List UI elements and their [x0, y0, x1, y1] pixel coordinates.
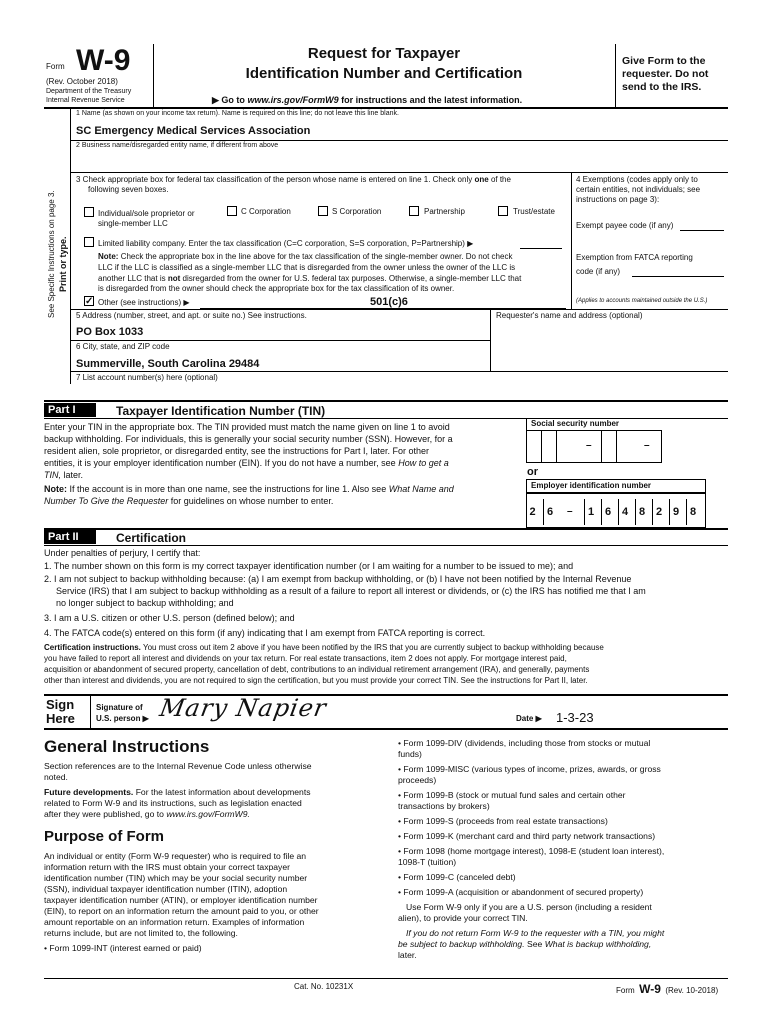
use-w9-text: Use Form W-9 only if you are a U.S. person (including a resident: [406, 902, 652, 912]
c-corp-label: C Corporation: [241, 207, 291, 216]
note-text3a: another LLC that is: [98, 274, 166, 283]
purpose-line: (EIN), to report on an information return the amount paid to you, or other: [44, 906, 319, 916]
exempt-payee-label: Exempt payee code (if any): [576, 221, 674, 230]
purpose-line: amount reportable on an information return. Examples of information: [44, 917, 305, 927]
part1-p4b: How to get a: [398, 458, 449, 468]
part1-p4a: entities, it is your employer identification number (EIN). If you do not have a number, see: [44, 458, 396, 468]
fatca-field[interactable]: [632, 276, 724, 277]
cert-instr-text1: You must cross out item 2 above if you have been notified by the IRS that you are currently subject to backup withholding because: [142, 643, 604, 652]
future-dev-3a: after they were published, go to: [44, 809, 164, 819]
line3-label: [76, 175, 511, 184]
forms-list: [398, 738, 728, 961]
ein-digit: 6: [543, 499, 556, 525]
cert-instr1: [44, 643, 604, 652]
give-form-note: Give Form to the requester. Do not send to the IRS.: [622, 55, 709, 93]
ein-digit: 8: [686, 499, 699, 525]
backup-link: What is backup withholding,: [544, 939, 652, 949]
ssn-dash2: –: [644, 440, 650, 451]
footer-form-number: W-9: [639, 982, 661, 996]
ein-dash: –: [567, 506, 573, 517]
forms-list-item: proceeds): [398, 775, 437, 785]
part1-p5a: TIN,: [44, 470, 61, 480]
note-text3c: disregarded from the owner for U.S. federal tax purposes. Otherwise, a single-member LLC that: [182, 274, 522, 283]
line3-label-text: 3 Check appropriate box for federal tax classification of the person whose name is entered on line 1. Check only: [76, 175, 473, 184]
other-label: Other (see instructions) ▶: [98, 298, 190, 307]
ein-digit: 2: [529, 506, 536, 518]
ein-digit: 9: [669, 499, 682, 525]
requester-label: Requester's name and address (optional): [496, 311, 643, 320]
forms-list-item: • Form 1099-MISC (various types of income, prizes, awards, or gross: [398, 764, 661, 774]
forms-list-item: • Form 1099-DIV (dividends, including those from stocks or mutual: [398, 738, 651, 748]
line1-label: 1 Name (as shown on your income tax return). Name is required on this line; do not leave this line blank.: [76, 110, 399, 117]
ssn-field[interactable]: [526, 430, 662, 463]
purpose-text: [44, 851, 384, 954]
line3-label2: following seven boxes.: [88, 185, 169, 194]
forms-list-item: • Form 1099-A (acquisition or abandonment of secured property): [398, 887, 644, 897]
ssn-label: Social security number: [531, 419, 620, 428]
llc-class-field[interactable]: [520, 248, 562, 249]
title-line2: Identification Number and Certification: [245, 65, 523, 82]
purpose-line: (SSN), individual taxpayer identification number (ITIN), adoption: [44, 884, 288, 894]
part1-p3: resident alien, sole proprietor, or disregarded entity, see the instructions for Part I, later. For other: [44, 446, 430, 456]
footer-form: [616, 980, 718, 998]
part1-tag: Part I: [44, 403, 96, 417]
other-checkbox[interactable]: ✓: [85, 296, 94, 307]
line7-label: 7 List account number(s) here (optional): [76, 373, 218, 382]
backup-text-italic: be subject to backup withholding.: [398, 939, 525, 949]
see-specific-instructions: See Specific Instructions on page 3.: [47, 190, 56, 318]
ein-digit: 8: [635, 499, 648, 525]
irs-label: Internal Revenue Service: [46, 97, 125, 104]
exemptions-label3: instructions on page 3):: [576, 195, 660, 204]
part1-p5b: later.: [63, 470, 84, 480]
note-bold: Note:: [98, 252, 119, 261]
part1-p2: backup withholding. For individuals, this is generally your social security number (SSN). However, for a: [44, 434, 453, 444]
fatca-applies-note: (Applies to accounts maintained outside the U.S.): [576, 298, 708, 304]
line2-label: 2 Business name/disregarded entity name, if different from above: [76, 142, 279, 149]
forms-list-item: • Form 1099-K (merchant card and third party network transactions): [398, 831, 656, 841]
cert-item2c: no longer subject to backup withholding; and: [56, 598, 234, 608]
sign-label: Sign: [46, 697, 75, 712]
s-corp-label: S Corporation: [332, 207, 382, 216]
part1-note-bold: Note:: [44, 484, 67, 494]
s-corp-checkbox[interactable]: [318, 206, 328, 216]
future-dev-bold: Future developments.: [44, 787, 134, 797]
partnership-checkbox[interactable]: [409, 206, 419, 216]
part1-p4: [44, 458, 449, 468]
llc-checkbox[interactable]: [84, 237, 94, 247]
ein-digit: 1: [584, 499, 597, 525]
purpose-line: identification number (TIN) which may be your social security number: [44, 873, 308, 883]
part1-p5: [44, 470, 83, 480]
cert-instr4: other than interest and dividends, you are not required to sign the certification, but you must provide your correct TIN. See the instructions for Part II, later.: [44, 676, 588, 685]
line6-label: 6 City, state, and ZIP code: [76, 342, 170, 351]
trust-checkbox[interactable]: [498, 206, 508, 216]
forms-list-item: • Form 1099-S (proceeds from real estate transactions): [398, 816, 608, 826]
part1-note-italic2: Number To Give the Requester: [44, 496, 169, 506]
other-value-field[interactable]: 501(c)6: [370, 296, 408, 308]
date-field[interactable]: 1-3-23: [556, 710, 594, 725]
goto-suffix: for instructions and the latest information.: [341, 95, 523, 105]
forms-list-item: • Form 1099-B (stock or mutual fund sales and certain other: [398, 790, 626, 800]
cert-item3: 3. I am a U.S. citizen or other U.S. person (defined below); and: [44, 613, 295, 623]
note-line3: [98, 274, 521, 283]
backup-text: If you do not return Form W-9 to the requester with a TIN, you might: [406, 928, 665, 938]
note-text1: Check the appropriate box in the line above for the tax classification of the single-member owner. Do not check: [120, 252, 513, 261]
revision-date: (Rev. October 2018): [46, 77, 118, 86]
note-text3b: not: [167, 274, 181, 283]
part1-note1: [44, 484, 454, 494]
forms-list-item: • Form 1099-C (canceled debt): [398, 872, 516, 882]
line6-city-field[interactable]: Summerville, South Carolina 29484: [76, 358, 260, 370]
purpose-heading: Purpose of Form: [44, 828, 165, 845]
catalog-number: Cat. No. 10231X: [294, 982, 354, 991]
future-dev-1: For the latest information about developments: [135, 787, 311, 797]
cert-instr3: acquisition or abandonment of secured property, cancellation of debt, contributions to an individual retirement arrangement (IRA), and generally, payments: [44, 665, 590, 674]
purpose-line: returns include, but are not limited to, the following.: [44, 928, 238, 938]
side-label: [47, 190, 56, 318]
cert-instr2: you have failed to report all interest and dividends on your tax return. For real estate transactions, item 2 does not apply. For mortgage interest paid,: [44, 654, 567, 663]
section-references-1: Section references are to the Internal Revenue Code unless otherwise: [44, 761, 312, 771]
cert-item2b: Service (IRS) that I am subject to backup withholding as a result of a failure to report all interest or dividends, or (c) the IRS has notified me that I am: [56, 586, 646, 596]
line3-label-end: of the: [490, 175, 511, 184]
part1-p1: Enter your TIN in the appropriate box. The TIN provided must match the name given on line 1 to avoid: [44, 422, 450, 432]
cert-item2a: 2. I am not subject to backup withholding because: (a) I am exempt from backup withholding, or (b) I have not been notified by the Internal Revenue: [44, 574, 632, 584]
c-corp-checkbox[interactable]: [227, 206, 237, 216]
line1-name-field[interactable]: SC Emergency Medical Services Association: [76, 125, 311, 137]
exemptions-label1: 4 Exemptions (codes apply only to: [576, 175, 698, 184]
purpose-line: An individual or entity (Form W-9 requester) who is required to file an: [44, 851, 307, 861]
forms-list-item: 1098-T (tuition): [398, 857, 457, 867]
purpose-line: • Form 1099-INT (interest earned or paid): [44, 943, 202, 953]
forms-list-item: transactions by brokers): [398, 801, 490, 811]
backup-later: later.: [398, 950, 417, 960]
ein-digit: 6: [601, 499, 614, 525]
fatca-label2: code (if any): [576, 267, 621, 276]
line3-label-bold: one: [474, 175, 489, 184]
backup-see: See: [527, 939, 543, 949]
footer-form-word: Form: [616, 986, 635, 995]
future-dev-2: related to Form W-9 and its instructions, such as legislation enacted: [44, 798, 302, 808]
ssn-dash1: –: [586, 440, 592, 451]
part2-tag: Part II: [44, 530, 96, 544]
forms-list-item: funds): [398, 749, 422, 759]
goto-prefix: ▶ Go to: [212, 95, 245, 105]
forms-list-item: • Form 1098 (home mortgage interest), 1098-E (student loan interest),: [398, 846, 665, 856]
or-label: or: [527, 466, 538, 478]
future-developments: [44, 787, 374, 820]
line5-address-field[interactable]: PO Box 1033: [76, 326, 144, 338]
here-label: Here: [46, 711, 75, 726]
print-or-type: Print or type.: [58, 236, 68, 292]
fatca-label1: Exemption from FATCA reporting: [576, 253, 693, 262]
section-references: [44, 761, 374, 783]
form-number: W-9: [76, 44, 131, 77]
part1-note-italic1: What Name and: [388, 484, 454, 494]
footer-rev: (Rev. 10-2018): [665, 986, 719, 995]
sig-label2: U.S. person ▶: [96, 714, 149, 723]
note-line2: LLC if the LLC is classified as a single-member LLC that is disregarded from the owner unless the owner of the LLC is: [98, 263, 516, 272]
ein-digit: 4: [618, 499, 631, 525]
goto-instructions: [212, 95, 522, 106]
cert-item1: 1. The number shown on this form is my correct taxpayer identification number (or I am waiting for a number to be issued to me); and: [44, 561, 574, 571]
exemptions-label2: certain entities, not individuals; see: [576, 185, 701, 194]
title-line1: Request for Taxpayer: [307, 45, 461, 62]
part1-note-text1: If the account is in more than one name, see the instructions for line 1. Also see: [69, 484, 387, 494]
general-instructions-heading: General Instructions: [44, 737, 210, 756]
cert-instr-bold: Certification instructions.: [44, 643, 141, 652]
individual-label: Individual/sole proprietor or: [98, 209, 195, 218]
cert-item4: 4. The FATCA code(s) entered on this form (if any) indicating that I am exempt from FATCA reporting is correct.: [44, 628, 486, 638]
part1-note2: [44, 496, 333, 506]
signature[interactable]: Mary Napier: [157, 694, 330, 722]
ein-digit: 2: [652, 499, 665, 525]
part1-title: Taxpayer Identification Number (TIN): [116, 404, 326, 418]
department: Department of the Treasury: [46, 88, 132, 95]
date-label: Date ▶: [516, 714, 542, 723]
part1-note-text2: for guidelines on whose number to enter.: [170, 496, 334, 506]
individual-label2: single-member LLC: [98, 219, 168, 228]
goto-url[interactable]: www.irs.gov/FormW9: [247, 95, 339, 105]
ein-label: Employer identification number: [531, 481, 652, 490]
cert-intro: Under penalties of perjury, I certify that:: [44, 548, 201, 558]
exempt-payee-field[interactable]: [680, 230, 724, 231]
purpose-line: taxpayer identification number (ATIN), or employer identification number: [44, 895, 318, 905]
individual-checkbox[interactable]: [84, 207, 94, 217]
section-references-2: noted.: [44, 772, 68, 782]
purpose-line: information return with the IRS must obtain your correct taxpayer: [44, 862, 290, 872]
note-line1: [98, 252, 512, 261]
note-line4: is disregarded from the owner should check the appropriate box for the tax classification of its owner.: [98, 284, 455, 293]
part2-title: Certification: [116, 531, 187, 545]
form-word: Form: [46, 62, 65, 71]
sig-label1: Signature of: [96, 703, 143, 712]
trust-label: Trust/estate: [513, 207, 555, 216]
line5-label: 5 Address (number, street, and apt. or suite no.) See instructions.: [76, 311, 307, 320]
llc-label: Limited liability company. Enter the tax classification (C=C corporation, S=S corporation, P=Partnership) ▶: [98, 239, 474, 248]
use-w9-text: alien), to provide your correct TIN.: [398, 913, 528, 923]
partnership-label: Partnership: [424, 207, 465, 216]
future-dev-url[interactable]: www.irs.gov/FormW9.: [166, 809, 250, 819]
